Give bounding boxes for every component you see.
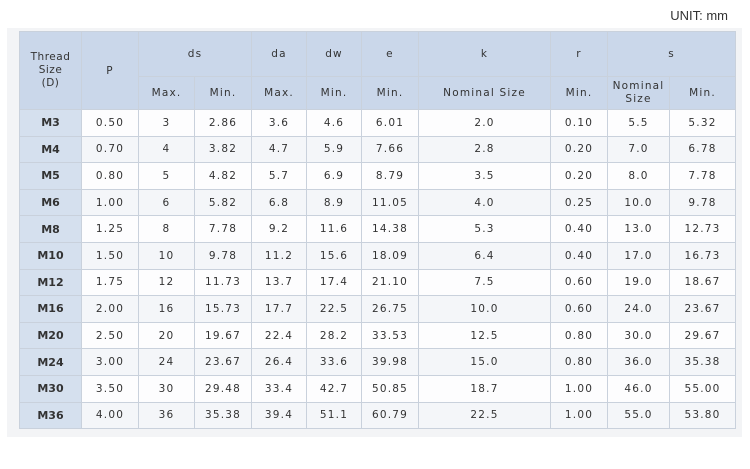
- cell-dw-min: 22.5: [307, 296, 362, 323]
- table-row: [20, 242, 736, 269]
- cell-thread-size: M8: [20, 216, 82, 243]
- cell-s-min: 7.78: [670, 163, 736, 190]
- cell-ds-max: 10: [139, 242, 195, 269]
- cell-dw-min: 11.6: [307, 216, 362, 243]
- cell-s-nominal: 19.0: [608, 269, 670, 296]
- cell-s-nominal: 10.0: [608, 189, 670, 216]
- header-k: k: [419, 32, 551, 77]
- cell-ds-min: 9.78: [195, 242, 252, 269]
- spec-table: [19, 31, 736, 429]
- cell-dw-min: 42.7: [307, 375, 362, 402]
- cell-dw-min: 33.6: [307, 349, 362, 376]
- cell-k-nominal: 2.8: [419, 136, 551, 163]
- header-ds-min: Min.: [195, 77, 252, 110]
- cell-s-min: 5.32: [670, 110, 736, 137]
- cell-ds-max: 16: [139, 296, 195, 323]
- cell-ds-min: 2.86: [195, 110, 252, 137]
- cell-da-max: 13.7: [252, 269, 307, 296]
- cell-ds-max: 8: [139, 216, 195, 243]
- cell-s-nominal: 36.0: [608, 349, 670, 376]
- header-ds: ds: [139, 32, 252, 77]
- cell-r-min: 1.00: [551, 402, 608, 429]
- header-k-nominal: Nominal Size: [419, 77, 551, 110]
- cell-e-min: 18.09: [362, 242, 419, 269]
- cell-e-min: 50.85: [362, 375, 419, 402]
- cell-r-min: 0.10: [551, 110, 608, 137]
- cell-dw-min: 28.2: [307, 322, 362, 349]
- table-row: [20, 349, 736, 376]
- cell-k-nominal: 18.7: [419, 375, 551, 402]
- cell-da-max: 6.8: [252, 189, 307, 216]
- header-r-min: Min.: [551, 77, 608, 110]
- cell-s-nominal: 7.0: [608, 136, 670, 163]
- cell-r-min: 0.20: [551, 163, 608, 190]
- table-row: [20, 110, 736, 137]
- header-p: P: [82, 32, 139, 110]
- cell-s-min: 16.73: [670, 242, 736, 269]
- cell-ds-max: 20: [139, 322, 195, 349]
- cell-s-min: 6.78: [670, 136, 736, 163]
- cell-ds-max: 36: [139, 402, 195, 429]
- table-row: [20, 163, 736, 190]
- table-row: [20, 216, 736, 243]
- cell-ds-max: 5: [139, 163, 195, 190]
- cell-s-min: 29.67: [670, 322, 736, 349]
- cell-e-min: 39.98: [362, 349, 419, 376]
- cell-k-nominal: 7.5: [419, 269, 551, 296]
- cell-p: 2.50: [82, 322, 139, 349]
- cell-k-nominal: 3.5: [419, 163, 551, 190]
- cell-ds-min: 23.67: [195, 349, 252, 376]
- cell-p: 4.00: [82, 402, 139, 429]
- cell-e-min: 60.79: [362, 402, 419, 429]
- cell-ds-min: 4.82: [195, 163, 252, 190]
- header-r: r: [551, 32, 608, 77]
- header-row-top: [20, 32, 736, 77]
- cell-e-min: 26.75: [362, 296, 419, 323]
- cell-thread-size: M12: [20, 269, 82, 296]
- cell-dw-min: 51.1: [307, 402, 362, 429]
- cell-r-min: 0.80: [551, 322, 608, 349]
- table-row: [20, 322, 736, 349]
- header-e-min: Min.: [362, 77, 419, 110]
- cell-p: 3.00: [82, 349, 139, 376]
- cell-da-max: 22.4: [252, 322, 307, 349]
- header-dw-min: Min.: [307, 77, 362, 110]
- cell-k-nominal: 15.0: [419, 349, 551, 376]
- cell-k-nominal: 10.0: [419, 296, 551, 323]
- cell-s-min: 55.00: [670, 375, 736, 402]
- cell-s-nominal: 55.0: [608, 402, 670, 429]
- cell-thread-size: M24: [20, 349, 82, 376]
- cell-s-min: 18.67: [670, 269, 736, 296]
- cell-e-min: 7.66: [362, 136, 419, 163]
- cell-s-nominal: 13.0: [608, 216, 670, 243]
- cell-r-min: 0.60: [551, 296, 608, 323]
- cell-s-min: 12.73: [670, 216, 736, 243]
- cell-p: 3.50: [82, 375, 139, 402]
- table-row: [20, 269, 736, 296]
- cell-e-min: 11.05: [362, 189, 419, 216]
- cell-k-nominal: 5.3: [419, 216, 551, 243]
- cell-p: 2.00: [82, 296, 139, 323]
- cell-r-min: 0.60: [551, 269, 608, 296]
- header-s: s: [608, 32, 736, 77]
- cell-k-nominal: 6.4: [419, 242, 551, 269]
- cell-s-min: 23.67: [670, 296, 736, 323]
- header-s-nominal: Nominal Size: [608, 77, 670, 110]
- cell-s-min: 9.78: [670, 189, 736, 216]
- cell-s-nominal: 24.0: [608, 296, 670, 323]
- cell-r-min: 0.80: [551, 349, 608, 376]
- cell-thread-size: M20: [20, 322, 82, 349]
- cell-ds-min: 35.38: [195, 402, 252, 429]
- cell-dw-min: 17.4: [307, 269, 362, 296]
- header-da-max: Max.: [252, 77, 307, 110]
- cell-da-max: 26.4: [252, 349, 307, 376]
- cell-thread-size: M4: [20, 136, 82, 163]
- table-row: [20, 375, 736, 402]
- cell-ds-min: 5.82: [195, 189, 252, 216]
- cell-p: 0.70: [82, 136, 139, 163]
- cell-e-min: 8.79: [362, 163, 419, 190]
- cell-k-nominal: 22.5: [419, 402, 551, 429]
- table-row: [20, 189, 736, 216]
- cell-s-min: 53.80: [670, 402, 736, 429]
- cell-ds-max: 4: [139, 136, 195, 163]
- table-row: [20, 136, 736, 163]
- cell-da-max: 4.7: [252, 136, 307, 163]
- cell-p: 1.50: [82, 242, 139, 269]
- cell-dw-min: 8.9: [307, 189, 362, 216]
- header-dw: dw: [307, 32, 362, 77]
- cell-ds-min: 15.73: [195, 296, 252, 323]
- cell-ds-min: 19.67: [195, 322, 252, 349]
- cell-r-min: 1.00: [551, 375, 608, 402]
- cell-da-max: 17.7: [252, 296, 307, 323]
- cell-thread-size: M3: [20, 110, 82, 137]
- table-row: [20, 402, 736, 429]
- cell-da-max: 9.2: [252, 216, 307, 243]
- cell-e-min: 14.38: [362, 216, 419, 243]
- cell-e-min: 6.01: [362, 110, 419, 137]
- cell-thread-size: M36: [20, 402, 82, 429]
- spec-table-panel: [7, 28, 742, 437]
- header-da: da: [252, 32, 307, 77]
- cell-ds-min: 11.73: [195, 269, 252, 296]
- cell-da-max: 11.2: [252, 242, 307, 269]
- unit-label: UNIT: mm: [670, 8, 728, 23]
- header-s-min: Min.: [670, 77, 736, 110]
- cell-k-nominal: 2.0: [419, 110, 551, 137]
- cell-da-max: 3.6: [252, 110, 307, 137]
- cell-dw-min: 5.9: [307, 136, 362, 163]
- cell-r-min: 0.40: [551, 242, 608, 269]
- cell-ds-min: 7.78: [195, 216, 252, 243]
- header-ds-max: Max.: [139, 77, 195, 110]
- cell-s-nominal: 8.0: [608, 163, 670, 190]
- cell-r-min: 0.40: [551, 216, 608, 243]
- cell-thread-size: M6: [20, 189, 82, 216]
- cell-k-nominal: 4.0: [419, 189, 551, 216]
- cell-s-nominal: 5.5: [608, 110, 670, 137]
- cell-p: 1.00: [82, 189, 139, 216]
- cell-dw-min: 4.6: [307, 110, 362, 137]
- cell-thread-size: M10: [20, 242, 82, 269]
- header-e: e: [362, 32, 419, 77]
- table-row: [20, 296, 736, 323]
- cell-s-min: 35.38: [670, 349, 736, 376]
- cell-p: 0.80: [82, 163, 139, 190]
- cell-p: 1.75: [82, 269, 139, 296]
- cell-dw-min: 6.9: [307, 163, 362, 190]
- cell-da-max: 33.4: [252, 375, 307, 402]
- cell-p: 0.50: [82, 110, 139, 137]
- cell-s-nominal: 46.0: [608, 375, 670, 402]
- cell-ds-max: 3: [139, 110, 195, 137]
- cell-p: 1.25: [82, 216, 139, 243]
- cell-ds-max: 30: [139, 375, 195, 402]
- cell-k-nominal: 12.5: [419, 322, 551, 349]
- cell-ds-max: 12: [139, 269, 195, 296]
- cell-ds-min: 29.48: [195, 375, 252, 402]
- cell-da-max: 5.7: [252, 163, 307, 190]
- header-thread-size: Thread Size (D): [20, 32, 82, 110]
- table-body: [20, 110, 736, 429]
- cell-e-min: 33.53: [362, 322, 419, 349]
- cell-da-max: 39.4: [252, 402, 307, 429]
- cell-thread-size: M30: [20, 375, 82, 402]
- cell-r-min: 0.25: [551, 189, 608, 216]
- cell-thread-size: M5: [20, 163, 82, 190]
- cell-ds-max: 24: [139, 349, 195, 376]
- cell-ds-min: 3.82: [195, 136, 252, 163]
- cell-s-nominal: 17.0: [608, 242, 670, 269]
- cell-thread-size: M16: [20, 296, 82, 323]
- cell-s-nominal: 30.0: [608, 322, 670, 349]
- cell-dw-min: 15.6: [307, 242, 362, 269]
- cell-ds-max: 6: [139, 189, 195, 216]
- cell-e-min: 21.10: [362, 269, 419, 296]
- cell-r-min: 0.20: [551, 136, 608, 163]
